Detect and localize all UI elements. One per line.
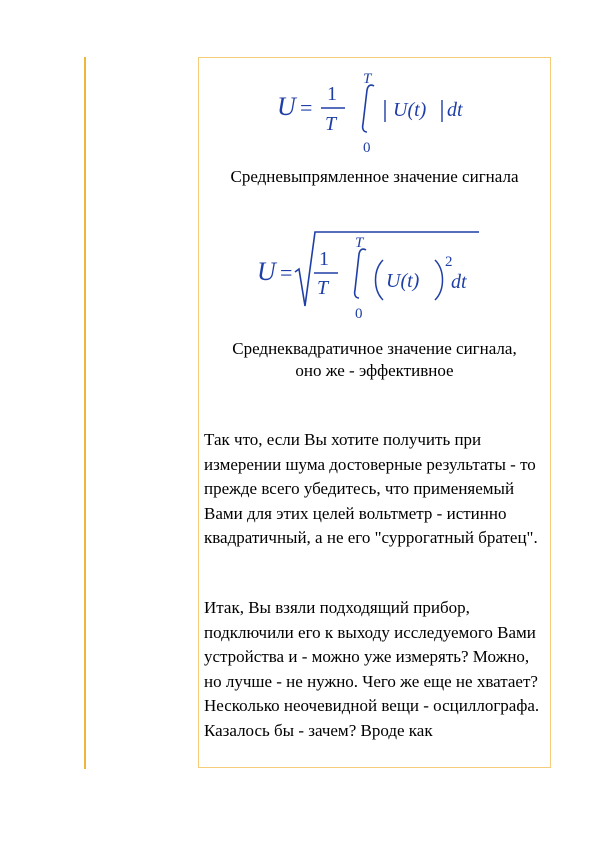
margin-line: [84, 57, 86, 769]
formula1-lower-limit: 0: [362, 140, 370, 156]
formula2-equals: =: [279, 260, 292, 285]
caption-rms-line1: Среднеквадратичное значение сигнала,: [232, 339, 517, 358]
caption-rms: [199, 338, 550, 382]
formula1-differential: dt: [446, 99, 463, 121]
formula1-lhs: U: [276, 92, 296, 121]
integral-sign-icon: [362, 85, 373, 132]
formula1-integrand: U(t): [392, 99, 426, 121]
formula1-frac-num: 1: [326, 83, 337, 105]
formula1-equals: =: [299, 95, 312, 120]
formula1-upper-limit: T: [362, 71, 371, 87]
paragraph-voltmeter: Так что, если Вы хотите получить при измерении шума достоверные результаты - то прежде всего убедитесь, что применяемый Вами для этих целей вольтметр - истинно квадратичный, а не его "суррогатный братец".: [204, 430, 538, 547]
formula2-differential: dt: [450, 271, 467, 293]
formula2-frac-num: 1: [318, 248, 329, 270]
formula2-paren-right: [435, 260, 443, 300]
formula1-frac-den: T: [324, 113, 336, 135]
formula2-frac-den: T: [316, 277, 328, 299]
paragraph-oscilloscope: Итак, Вы взяли подходящий прибор, подключили его к выходу исследуемого Вами устройства и - можно уже измерять? Можно, но лучше - не нужно. Чего же еще не хватает? Несколько неочевидной вещи - осциллографа. Казалось бы - зачем? Вроде как: [204, 598, 540, 740]
caption-average-rectified: Средневыпрямленное значение сигнала: [230, 167, 519, 186]
formula-rms: [199, 226, 550, 322]
formula2-exponent: 2: [444, 254, 452, 270]
formula2-integrand: U(t): [385, 270, 419, 292]
formula2-lhs: U: [256, 257, 276, 286]
formula2-upper-limit: T: [354, 235, 363, 251]
formula2-paren-left: [375, 260, 383, 300]
integral-sign-icon: [354, 249, 365, 298]
content-panel: [198, 57, 551, 768]
caption-rms-line2: оно же - эффективное: [295, 361, 454, 380]
formula2-lower-limit: 0: [354, 306, 362, 322]
formula-average-rectified: [199, 66, 550, 156]
